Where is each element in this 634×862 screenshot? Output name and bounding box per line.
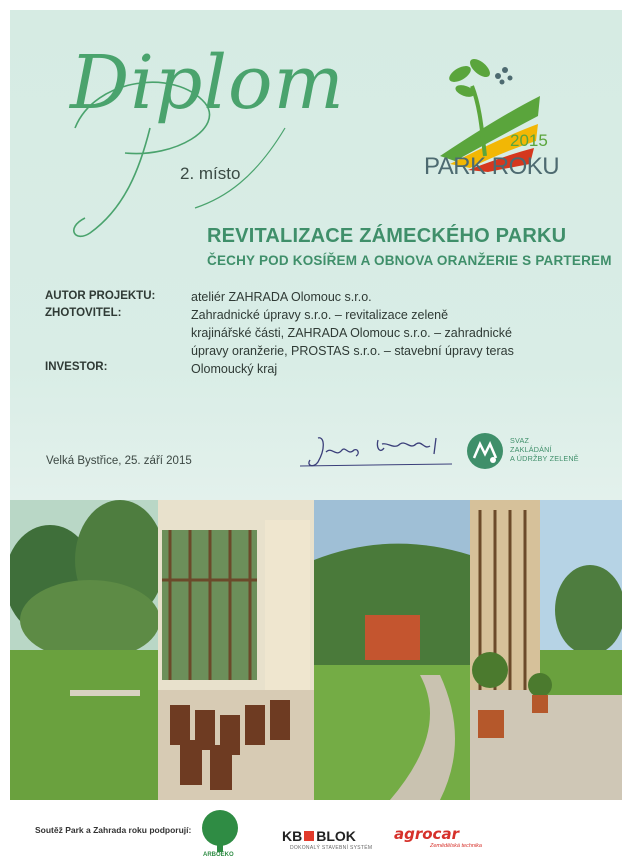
association-line-3: A ÚDRŽBY ZELENĚ xyxy=(510,454,579,464)
logo-name: PARK ROKU xyxy=(424,153,560,180)
investor-label: INVESTOR: xyxy=(45,361,108,373)
contractor-line-3: úpravy oranžerie, PROSTAS s.r.o. – stavební úpravy teras xyxy=(191,344,514,358)
association-line-2: ZAKLÁDÁNÍ xyxy=(510,445,552,455)
project-subtitle: ČECHY POD KOSÍŘEM A OBNOVA ORANŽERIE S PARTEREM xyxy=(207,253,612,268)
diploma-heading: Diplom xyxy=(70,40,345,126)
logo-year: 2015 xyxy=(510,131,548,150)
signature xyxy=(296,428,456,474)
sponsor-kb-blok xyxy=(282,828,356,844)
kb-blok-square-icon xyxy=(304,831,314,841)
kb-blok-tagline: DOKONALÝ STAVEBNÍ SYSTÉM xyxy=(290,845,373,851)
blok-text: BLOK xyxy=(316,828,356,844)
svaz-logo xyxy=(466,432,504,470)
agrocar-tagline: Zemědělská technika xyxy=(430,843,482,849)
project-title: REVITALIZACE ZÁMECKÉHO PARKU xyxy=(207,225,567,247)
place-ranking: 2. místo xyxy=(180,164,241,183)
association-text xyxy=(510,436,579,464)
association-line-1: SVAZ xyxy=(510,436,530,445)
sponsor-arboeko: ARBOEKO xyxy=(203,852,234,858)
kb-text: KB xyxy=(282,828,303,844)
author-label: AUTOR PROJEKTU: xyxy=(45,290,156,302)
investor-value: Olomoucký kraj xyxy=(191,362,278,376)
sponsor-agrocar: agrocar xyxy=(394,825,459,843)
contractor-line-1: Zahradnické úpravy s.r.o. – revitalizace zeleně xyxy=(191,308,449,322)
contractor-label: ZHOTOVITEL: xyxy=(45,307,122,319)
author-value: ateliér ZAHRADA Olomouc s.r.o. xyxy=(191,290,372,304)
park-photo-collage xyxy=(10,500,622,800)
place-date: Velká Bystřice, 25. září 2015 xyxy=(46,455,192,467)
sponsors-label: Soutěž Park a Zahrada roku podporují: xyxy=(35,825,192,835)
contractor-line-2: krajinářské části, ZAHRADA Olomouc s.r.o. – zahradnické xyxy=(191,326,512,340)
